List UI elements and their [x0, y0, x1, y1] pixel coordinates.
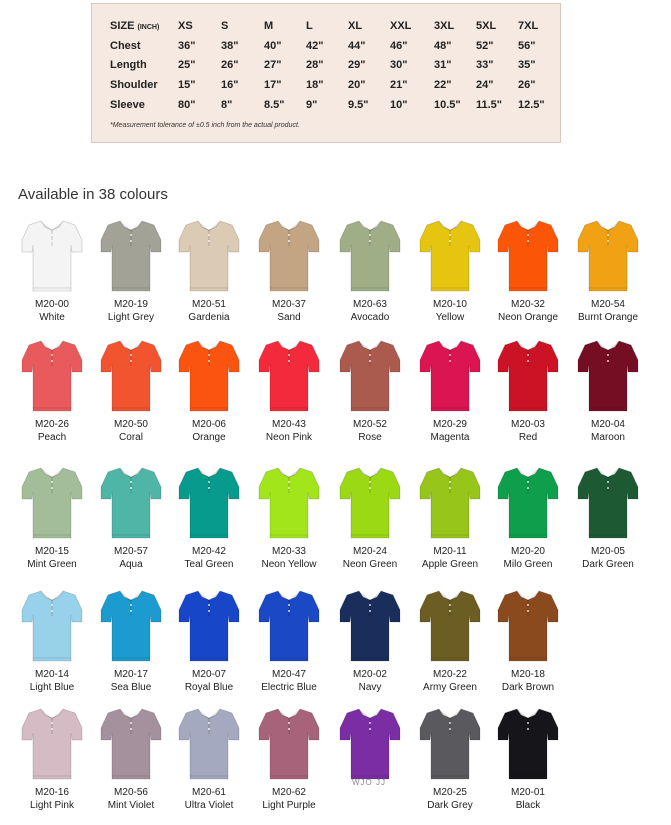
colour-swatch[interactable] — [12, 588, 92, 695]
polo-shirt-icon — [100, 706, 162, 782]
colour-code: M20-16 — [35, 787, 69, 798]
polo-shirt-icon — [178, 465, 240, 541]
colour-swatch[interactable] — [91, 338, 171, 445]
colour-code: M20-01 — [511, 787, 545, 798]
colours-heading: Available in 38 colours — [18, 186, 168, 203]
colour-swatch[interactable] — [330, 465, 410, 572]
colour-name: Yellow — [435, 312, 465, 323]
colour-swatch[interactable] — [410, 588, 490, 695]
colour-swatch[interactable] — [12, 706, 92, 813]
size-col-header: L — [306, 20, 313, 32]
colour-swatch[interactable] — [249, 338, 329, 445]
size-value: 28" — [306, 59, 324, 71]
colour-swatch[interactable] — [249, 706, 329, 813]
colour-swatch[interactable] — [249, 588, 329, 695]
size-value: 10" — [390, 99, 408, 111]
polo-shirt-icon — [100, 338, 162, 414]
measurement-note: *Measurement tolerance of ±0.5 inch from the actual product. — [110, 122, 300, 129]
size-value: 9.5" — [348, 99, 369, 111]
colour-name: Milo Green — [503, 559, 553, 570]
size-col-header: XXL — [390, 20, 412, 32]
polo-shirt-icon — [21, 706, 83, 782]
polo-shirt-icon — [419, 465, 481, 541]
colour-swatch[interactable] — [249, 218, 329, 325]
colour-name: Light Blue — [29, 682, 75, 693]
colour-name: Mint Violet — [107, 800, 155, 811]
size-value: 27" — [264, 59, 282, 71]
size-value: 30" — [390, 59, 408, 71]
polo-shirt-icon — [339, 588, 401, 664]
polo-shirt-icon — [100, 218, 162, 294]
colour-code: M20-61 — [192, 787, 226, 798]
size-col-header: 3XL — [434, 20, 455, 32]
polo-shirt-icon — [258, 338, 320, 414]
size-value: 46" — [390, 40, 408, 52]
colour-name: Apple Green — [421, 559, 479, 570]
size-value: 20" — [348, 79, 366, 91]
size-value: 44" — [348, 40, 366, 52]
colour-swatch[interactable] — [488, 706, 568, 813]
colour-swatch[interactable] — [568, 465, 648, 572]
colour-code: M20-52 — [353, 419, 387, 430]
colour-name: Dark Green — [582, 559, 634, 570]
colour-code: M20-18 — [511, 669, 545, 680]
colour-code: M20-26 — [35, 419, 69, 430]
size-value: 52" — [476, 40, 494, 52]
size-value: 12.5" — [518, 99, 545, 111]
polo-shirt-icon — [419, 218, 481, 294]
colour-swatch[interactable] — [91, 588, 171, 695]
size-value: 26" — [518, 79, 536, 91]
colour-code: M20-17 — [114, 669, 148, 680]
colour-name: Neon Orange — [497, 312, 559, 323]
colour-code: M20-51 — [192, 299, 226, 310]
polo-shirt-icon — [100, 465, 162, 541]
size-value: 9" — [306, 99, 318, 111]
unit-label: (INCH) — [137, 24, 160, 31]
colour-name: White — [39, 312, 65, 323]
colour-swatch[interactable] — [488, 338, 568, 445]
polo-shirt-icon — [339, 706, 401, 782]
size-value: 31" — [434, 59, 452, 71]
colour-code: M20-25 — [433, 787, 467, 798]
colour-code: M20-22 — [433, 669, 467, 680]
colour-code: M20-19 — [114, 299, 148, 310]
colour-swatch[interactable] — [169, 338, 249, 445]
polo-shirt-icon — [339, 218, 401, 294]
colour-code: M20-03 — [511, 419, 545, 430]
polo-shirt-icon — [21, 588, 83, 664]
size-value: 11.5" — [476, 99, 503, 111]
colour-code: M20-24 — [353, 546, 387, 557]
polo-shirt-icon — [339, 465, 401, 541]
polo-shirt-icon — [577, 465, 639, 541]
row-label: Sleeve — [110, 99, 145, 111]
colour-swatch[interactable] — [410, 465, 490, 572]
size-value: 24" — [476, 79, 494, 91]
colour-swatch[interactable] — [568, 218, 648, 325]
size-value: 25" — [178, 59, 196, 71]
colour-code: M20-57 — [114, 546, 148, 557]
polo-shirt-icon — [178, 218, 240, 294]
size-value: 17" — [264, 79, 282, 91]
colour-code: M20-00 — [35, 299, 69, 310]
colour-swatch[interactable] — [488, 588, 568, 695]
colour-code: M20-50 — [114, 419, 148, 430]
colour-name: Dark Brown — [501, 682, 555, 693]
colour-swatch[interactable] — [488, 218, 568, 325]
row-label: Chest — [110, 40, 141, 52]
colour-name: Orange — [192, 432, 226, 443]
colour-name: Ultra Violet — [184, 800, 234, 811]
polo-shirt-icon — [419, 338, 481, 414]
polo-shirt-icon — [497, 465, 559, 541]
polo-shirt-icon — [497, 706, 559, 782]
colour-name: Light Grey — [107, 312, 155, 323]
colour-name: Mint Green — [27, 559, 77, 570]
polo-shirt-icon — [419, 706, 481, 782]
size-value: 21" — [390, 79, 408, 91]
colour-swatch[interactable] — [330, 338, 410, 445]
colour-code: M20-63 — [353, 299, 387, 310]
colour-name: Electric Blue — [261, 682, 317, 693]
row-label: Length — [110, 59, 147, 71]
colour-code: M20-54 — [591, 299, 625, 310]
colour-name: Coral — [119, 432, 143, 443]
size-value: 38" — [221, 40, 239, 52]
colour-swatch[interactable] — [330, 218, 410, 325]
size-col-header: 5XL — [476, 20, 497, 32]
polo-shirt-icon — [419, 588, 481, 664]
colour-swatch[interactable] — [410, 218, 490, 325]
colour-swatch[interactable] — [330, 588, 410, 695]
colour-code: M20-02 — [353, 669, 387, 680]
colour-name: Peach — [37, 432, 67, 443]
colour-code: M20-42 — [192, 546, 226, 557]
colour-swatch[interactable] — [169, 218, 249, 325]
size-value: 8.5" — [264, 99, 285, 111]
colour-name: Sand — [277, 312, 301, 323]
colour-swatch[interactable] — [330, 706, 410, 782]
colour-code: M20-47 — [272, 669, 306, 680]
size-value: 80" — [178, 99, 196, 111]
size-value: 35" — [518, 59, 536, 71]
colour-code: M20-29 — [433, 419, 467, 430]
colour-code: M20-04 — [591, 419, 625, 430]
colour-swatch[interactable] — [568, 338, 648, 445]
size-value: 48" — [434, 40, 452, 52]
colour-name: Rose — [358, 432, 382, 443]
size-value: 33" — [476, 59, 494, 71]
polo-shirt-icon — [21, 338, 83, 414]
colour-name: Dark Grey — [427, 800, 473, 811]
colour-name: Black — [515, 800, 541, 811]
colour-code: M20-43 — [272, 419, 306, 430]
colour-name: Burnt Orange — [577, 312, 639, 323]
colour-code: M20-10 — [433, 299, 467, 310]
colour-code: M20-56 — [114, 787, 148, 798]
size-value: 18" — [306, 79, 324, 91]
polo-shirt-icon — [577, 218, 639, 294]
colour-code: M20-32 — [511, 299, 545, 310]
polo-shirt-icon — [577, 338, 639, 414]
colour-swatch[interactable] — [169, 588, 249, 695]
colour-swatch[interactable] — [91, 706, 171, 813]
colour-swatch[interactable] — [410, 706, 490, 813]
colour-name: Navy — [358, 682, 382, 693]
polo-shirt-icon — [258, 588, 320, 664]
colour-code: M20-05 — [591, 546, 625, 557]
row-label: Shoulder — [110, 79, 158, 91]
colour-name: Teal Green — [184, 559, 234, 570]
colour-code: M20-14 — [35, 669, 69, 680]
colour-code: M20-06 — [192, 419, 226, 430]
size-value: 29" — [348, 59, 366, 71]
colour-swatch[interactable] — [169, 706, 249, 813]
colour-name: Sea Blue — [110, 682, 152, 693]
polo-shirt-icon — [258, 706, 320, 782]
colour-code: M20-15 — [35, 546, 69, 557]
size-value: 8" — [221, 99, 233, 111]
polo-shirt-icon — [339, 338, 401, 414]
colour-name: Aqua — [119, 559, 143, 570]
colour-name: Army Green — [423, 682, 477, 693]
size-header: SIZE (INCH) — [110, 20, 160, 32]
colour-code: M20-07 — [192, 669, 226, 680]
size-value: 16" — [221, 79, 239, 91]
size-value: 15" — [178, 79, 196, 91]
polo-shirt-icon — [21, 465, 83, 541]
polo-shirt-icon — [497, 218, 559, 294]
size-value: 36" — [178, 40, 196, 52]
colour-name: Light Pink — [30, 800, 74, 811]
polo-shirt-icon — [258, 218, 320, 294]
colour-name: Neon Pink — [265, 432, 313, 443]
colour-name: Magenta — [430, 432, 470, 443]
partial-code-label: WJO JJ — [352, 778, 386, 787]
size-value: 42" — [306, 40, 324, 52]
colour-name: Neon Yellow — [261, 559, 317, 570]
colour-swatch[interactable] — [249, 465, 329, 572]
colour-name: Red — [518, 432, 538, 443]
colour-swatch[interactable] — [91, 465, 171, 572]
size-value: 22" — [434, 79, 452, 91]
colour-swatch[interactable] — [91, 218, 171, 325]
colour-swatch[interactable] — [12, 218, 92, 325]
size-chart — [91, 3, 561, 143]
polo-shirt-icon — [21, 218, 83, 294]
colour-code: M20-62 — [272, 787, 306, 798]
polo-shirt-icon — [178, 338, 240, 414]
colour-swatch[interactable] — [169, 465, 249, 572]
size-value: 56" — [518, 40, 536, 52]
size-col-header: XL — [348, 20, 363, 32]
colour-code: M20-11 — [433, 546, 467, 557]
colour-name: Light Purple — [262, 800, 316, 811]
colour-name: Royal Blue — [184, 682, 234, 693]
size-col-header: M — [264, 20, 274, 32]
polo-shirt-icon — [258, 465, 320, 541]
colour-name: Maroon — [591, 432, 625, 443]
colour-code: M20-33 — [272, 546, 306, 557]
polo-shirt-icon — [100, 588, 162, 664]
colour-name: Avocado — [350, 312, 390, 323]
colour-code: M20-20 — [511, 546, 545, 557]
size-col-header: S — [221, 20, 229, 32]
polo-shirt-icon — [497, 338, 559, 414]
size-col-header: 7XL — [518, 20, 539, 32]
polo-shirt-icon — [178, 588, 240, 664]
size-value: 26" — [221, 59, 239, 71]
colour-code: M20-37 — [272, 299, 306, 310]
colour-swatch[interactable] — [12, 465, 92, 572]
size-value: 40" — [264, 40, 282, 52]
size-value: 10.5" — [434, 99, 461, 111]
polo-shirt-icon — [497, 588, 559, 664]
colour-swatch[interactable] — [488, 465, 568, 572]
size-col-header: XS — [178, 20, 193, 32]
colour-name: Gardenia — [188, 312, 230, 323]
polo-shirt-icon — [178, 706, 240, 782]
colour-name: Neon Green — [342, 559, 398, 570]
colour-swatch[interactable] — [410, 338, 490, 445]
colour-swatch[interactable] — [12, 338, 92, 445]
